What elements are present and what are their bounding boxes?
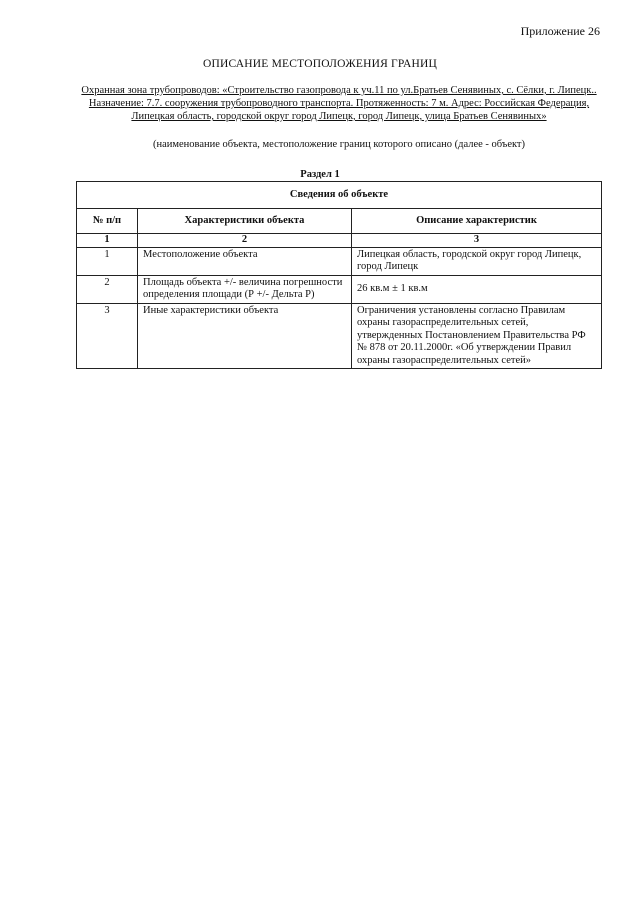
table-row [77, 275, 602, 303]
table-caption: Сведения об объекте [77, 182, 602, 209]
table-caption-row [77, 182, 602, 209]
row-characteristic: Местоположение объекта [138, 247, 352, 275]
column-header-description: Описание характеристик [352, 209, 602, 234]
column-header-number: № п/п [77, 209, 138, 234]
row-description: 26 кв.м ± 1 кв.м [352, 275, 602, 303]
column-number: 1 [77, 234, 138, 248]
row-characteristic: Иные характеристики объекта [138, 303, 352, 369]
row-number: 3 [77, 303, 138, 369]
object-description-note: (наименование объекта, местоположение границ которого описано (далее - объект) [152, 139, 526, 150]
row-characteristic: Площадь объекта +/- величина погрешности определения площади (Р +/- Дельта Р) [138, 275, 352, 303]
column-header-characteristic: Характеристики объекта [138, 209, 352, 234]
appendix-label: Приложение 26 [520, 24, 600, 38]
column-number-row [77, 234, 602, 248]
document-title: ОПИСАНИЕ МЕСТОПОЛОЖЕНИЯ ГРАНИЦ [202, 58, 438, 70]
row-description: Липецкая область, городской округ город Липецк, город Липецк [352, 247, 602, 275]
column-number: 2 [138, 234, 352, 248]
section-title: Раздел 1 [300, 169, 340, 180]
row-number: 2 [77, 275, 138, 303]
table-header-row [77, 209, 602, 234]
row-description: Ограничения установлены согласно Правилам охраны газораспределительных сетей, утвержденных Постановлением Правительства РФ № 878 от 20.11.2000г. «Об утверждении Правил охраны газораспределительных сетей» [352, 303, 602, 369]
table-row [77, 303, 602, 369]
table-row [77, 247, 602, 275]
row-number: 1 [77, 247, 138, 275]
object-info-table [76, 181, 602, 369]
column-number: 3 [352, 234, 602, 248]
object-description: Охранная зона трубопроводов: «Строительство газопровода к уч.11 по ул.Братьев Сенявиных, с. Сёлки, г. Липецк.. Назначение: 7.7. сооружения трубопроводного транспорта. Протяженность: 7 м. Адрес: Российская Федерация, Липецкая область, городской округ город Липецк, город Липецк, улица Братьев Сенявиных» [81, 85, 597, 122]
